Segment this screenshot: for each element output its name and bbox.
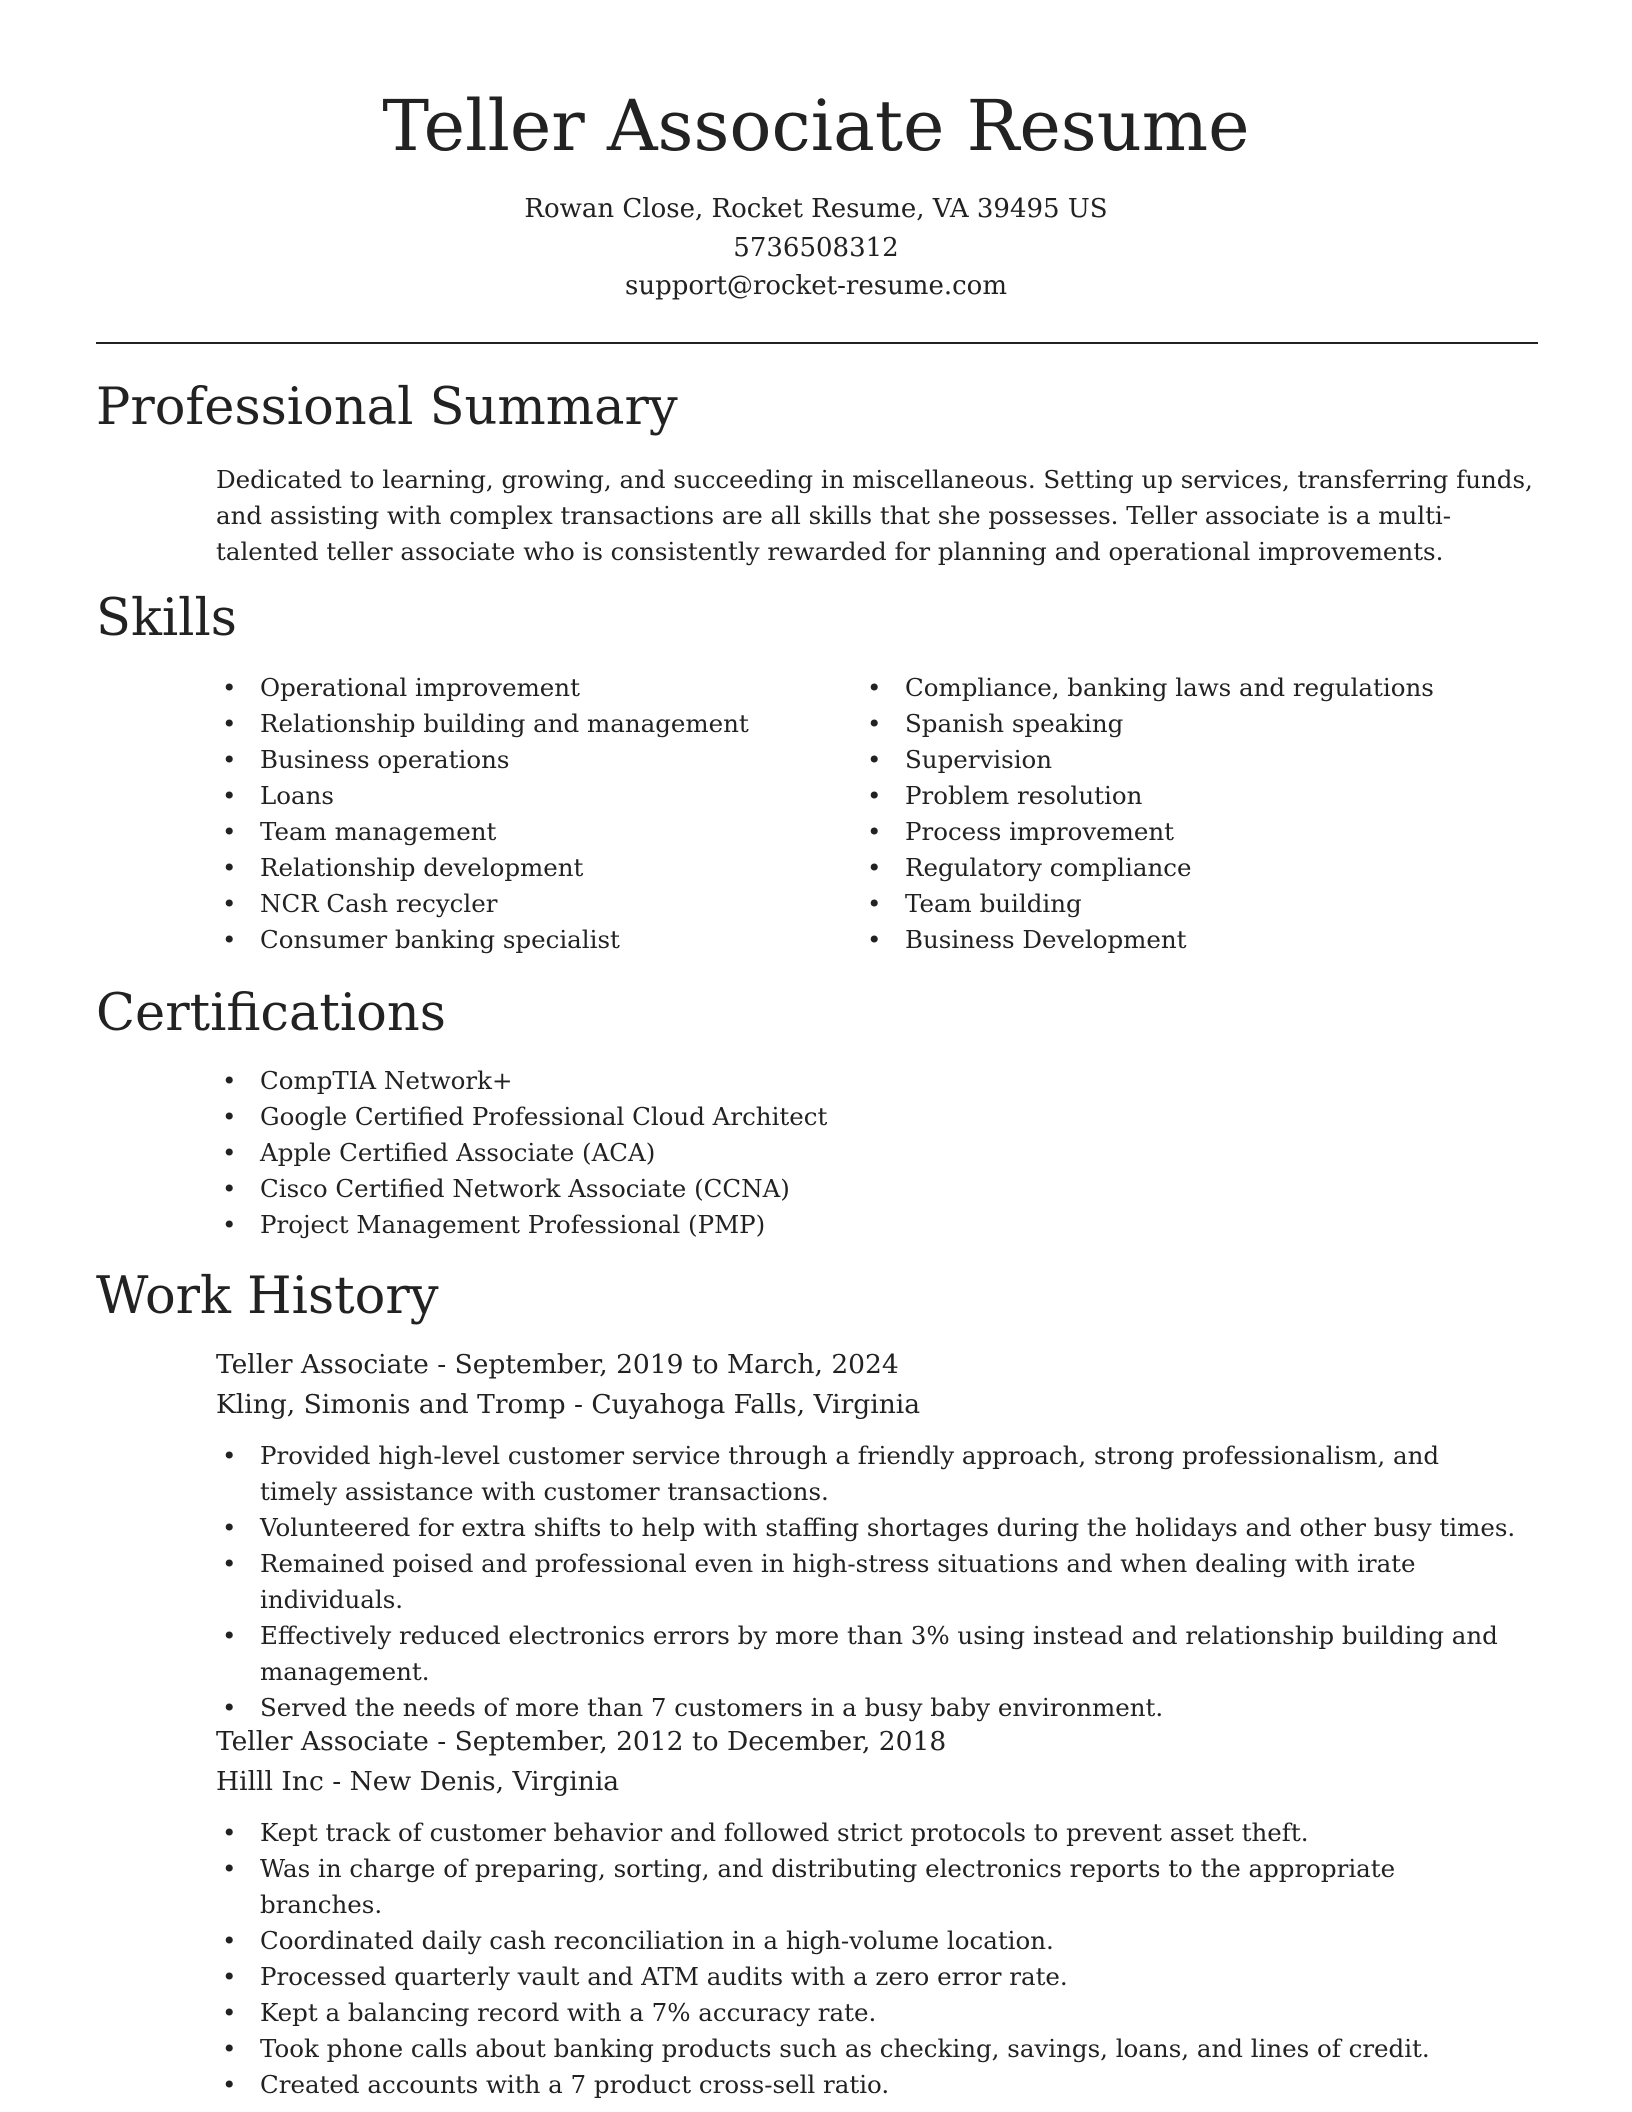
list-item: • Supervision xyxy=(861,742,1531,778)
job-dates: - September, 2019 to March, 2024 xyxy=(428,1349,899,1380)
job-title-line xyxy=(216,1345,899,1385)
contact-address: Rowan Close, Rocket Resume, VA 39495 US xyxy=(524,194,1108,224)
job-company: Hilll Inc xyxy=(216,1766,324,1797)
resume-title: Teller Associate Resume xyxy=(382,85,1250,167)
skills-list-left xyxy=(216,670,816,958)
header-divider xyxy=(96,342,1538,344)
list-item: • Team management xyxy=(216,814,816,850)
list-item: • Kept a balancing record with a 7% accuracy rate. xyxy=(216,1995,1516,2031)
list-item: • Cisco Certified Network Associate (CCNA) xyxy=(216,1171,1416,1207)
list-item: • Business operations xyxy=(216,742,816,778)
list-item: • Created accounts with a 7 product cross-sell ratio. xyxy=(216,2067,1516,2103)
list-item: • Business Development xyxy=(861,922,1531,958)
list-item: • Remained poised and professional even in high-stress situations and when dealing with irate individuals. xyxy=(216,1546,1516,1618)
list-item: • Coordinated daily cash reconciliation in a high-volume location. xyxy=(216,1923,1516,1959)
job-location: - New Denis, Virginia xyxy=(323,1766,620,1797)
list-item: • Spanish speaking xyxy=(861,706,1531,742)
job-title: Teller Associate xyxy=(216,1349,429,1380)
list-item: • Process improvement xyxy=(861,814,1531,850)
list-item: • Project Management Professional (PMP) xyxy=(216,1207,1416,1243)
job-dates: - September, 2012 to December, 2018 xyxy=(428,1726,947,1757)
summary-text: Dedicated to learning, growing, and succeeding in miscellaneous. Setting up services, transferring funds, and assisting with complex transactions are all skills that she possesses. Teller associate is a multi-talented teller associate who is consistently rewarded for planning and operational improvements. xyxy=(216,465,1533,566)
skills-heading: Skills xyxy=(96,589,237,648)
certifications-list xyxy=(216,1063,1416,1243)
summary-heading: Professional Summary xyxy=(96,378,678,437)
list-item: • Apple Certified Associate (ACA) xyxy=(216,1135,1416,1171)
list-item: • Was in charge of preparing, sorting, and distributing electronics reports to the appropriate branches. xyxy=(216,1851,1516,1923)
list-item: • Google Certified Professional Cloud Architect xyxy=(216,1099,1416,1135)
list-item: • Team building xyxy=(861,886,1531,922)
list-item: • Operational improvement xyxy=(216,670,816,706)
job-duties-list xyxy=(216,1438,1516,1726)
list-item: • CompTIA Network+ xyxy=(216,1063,1416,1099)
work-history-heading: Work History xyxy=(96,1267,439,1326)
list-item: • Consumer banking specialist xyxy=(216,922,816,958)
list-item: • Served the needs of more than 7 customers in a busy baby environment. xyxy=(216,1690,1516,1726)
contact-phone: 5736508312 xyxy=(733,232,899,263)
list-item: • Relationship building and management xyxy=(216,706,816,742)
contact-email: support@rocket-resume.com xyxy=(624,271,1007,301)
job-location: - Cuyahoga Falls, Virginia xyxy=(565,1389,921,1420)
list-item: • Volunteered for extra shifts to help with staffing shortages during the holidays and other busy times. xyxy=(216,1510,1516,1546)
contact-block xyxy=(0,190,1632,306)
list-item: • Provided high-level customer service through a friendly approach, strong professionalism, and timely assistance with customer transactions. xyxy=(216,1438,1516,1510)
list-item: • Effectively reduced electronics errors by more than 3% using instead and relationship building and management. xyxy=(216,1618,1516,1690)
job-title: Teller Associate xyxy=(216,1726,429,1757)
list-item: • Kept track of customer behavior and followed strict protocols to prevent asset theft. xyxy=(216,1815,1516,1851)
job-company-line xyxy=(216,1762,619,1802)
list-item: • Loans xyxy=(216,778,816,814)
list-item: • Problem resolution xyxy=(861,778,1531,814)
job-duties-list xyxy=(216,1815,1516,2103)
list-item: • Compliance, banking laws and regulations xyxy=(861,670,1531,706)
certifications-heading: Certifications xyxy=(96,984,446,1043)
list-item: • Regulatory compliance xyxy=(861,850,1531,886)
skills-list-right xyxy=(861,670,1531,958)
list-item: • Processed quarterly vault and ATM audits with a zero error rate. xyxy=(216,1959,1516,1995)
list-item: • Took phone calls about banking products such as checking, savings, loans, and lines of credit. xyxy=(216,2031,1516,2067)
job-company-line xyxy=(216,1385,920,1425)
list-item: • Relationship development xyxy=(216,850,816,886)
job-company: Kling, Simonis and Tromp xyxy=(216,1389,566,1420)
list-item: • NCR Cash recycler xyxy=(216,886,816,922)
job-title-line xyxy=(216,1722,946,1762)
